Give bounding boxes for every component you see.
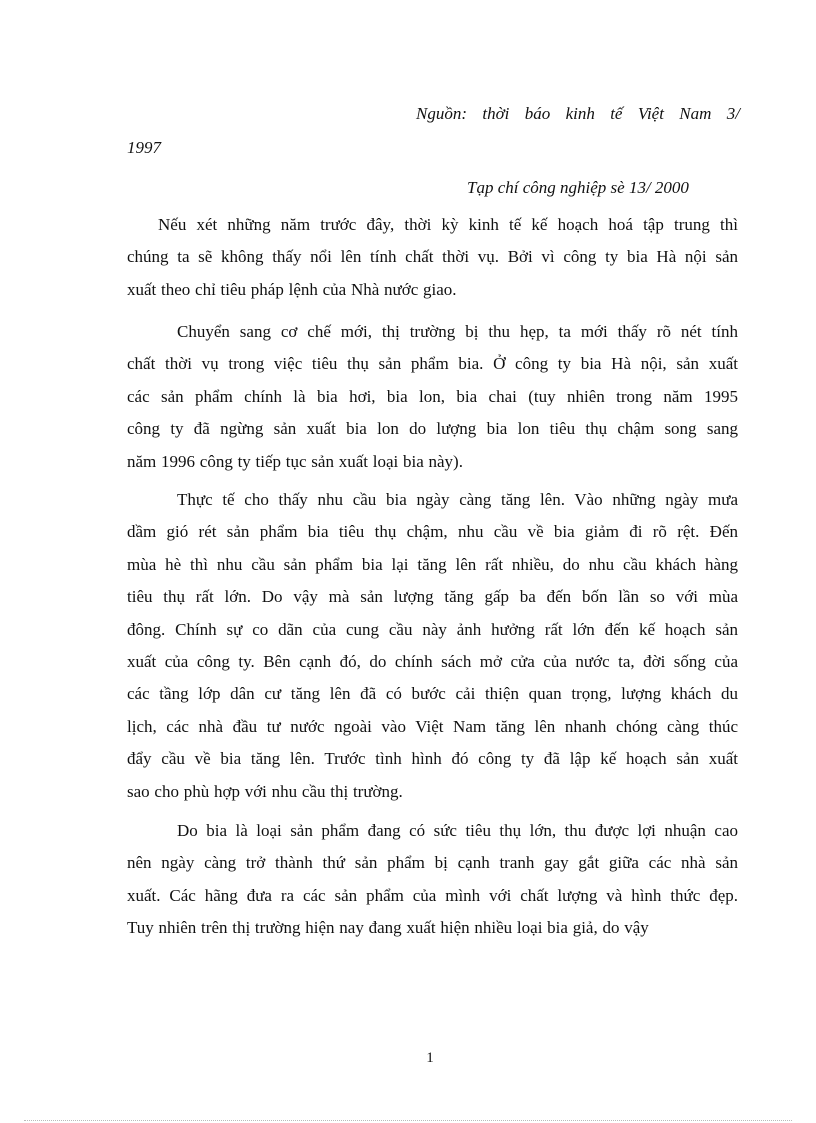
paragraph-3 xyxy=(127,484,738,808)
source-line-2: 1997 xyxy=(127,138,161,157)
paragraph-line: lịch, các nhà đầu tư nước ngoài vào Việt Nam tăng lên nhanh chóng càng thúc xyxy=(127,716,738,736)
paragraph-line: Chuyển sang cơ chế mới, thị trường bị thu hẹp, ta mới thấy rõ nét tính xyxy=(177,322,738,341)
paragraph-line: đông. Chính sự co dãn của cung cầu này ảnh hưởng rất lớn đến kế hoạch sản xyxy=(127,619,738,639)
paragraph-line: đẩy cầu về bia tăng lên. Trước tình hình đó công ty đã lập kế hoạch sản xuất xyxy=(127,749,738,769)
paragraph-line: các sản phẩm chính là bia hơi, bia lon, bia chai (tuy nhiên trong năm 1995 xyxy=(127,386,738,406)
paragraph-4 xyxy=(127,815,738,945)
paragraph-line: tiêu thụ rất lớn. Do vậy mà sản lượng tăng gấp ba đến bốn lần so với mùa xyxy=(127,587,738,607)
paragraph-line: công ty đã ngừng sản xuất bia lon do lượng bia lon tiêu thụ chậm song sang xyxy=(127,419,738,439)
paragraph-line: nên ngày càng trở thành thứ sản phẩm bị cạnh tranh gay gắt giữa các nhà sản xyxy=(127,853,738,873)
paragraph-line: xuất của công ty. Bên cạnh đó, do chính sách mở cửa của nước ta, đời sống của xyxy=(127,652,738,672)
paragraph-line: Thực tế cho thấy nhu cầu bia ngày càng tăng lên. Vào những ngày mưa xyxy=(177,490,738,509)
source-line-1: Nguồn: thời báo kinh tế Việt Nam 3/ xyxy=(416,104,740,123)
paragraph-line: Tuy nhiên trên thị trường hiện nay đang xuất hiện nhiều loại bia giả, do vậy xyxy=(127,918,649,938)
paragraph-line: Do bia là loại sản phẩm đang có sức tiêu thụ lớn, thu được lợi nhuận cao xyxy=(177,821,738,840)
source-line-3: Tạp chí công nghiệp sè 13/ 2000 xyxy=(467,178,689,197)
paragraph-line: xuất theo chỉ tiêu pháp lệnh của Nhà nước giao. xyxy=(127,279,457,299)
paragraph-2 xyxy=(127,316,738,478)
paragraph-line: mùa hè thì nhu cầu sản phẩm bia lại tăng lên rất nhiều, do nhu cầu khách hàng xyxy=(127,554,738,574)
paragraph-line: các tầng lớp dân cư tăng lên đã có bước cải thiện quan trọng, lượng khách du xyxy=(127,684,738,704)
paragraph-line: Nếu xét những năm trước đây, thời kỳ kinh tế kế hoạch hoá tập trung thì xyxy=(158,215,738,234)
page-number: 1 xyxy=(426,1050,434,1066)
paragraph-line: năm 1996 công ty tiếp tục sản xuất loại bia này). xyxy=(127,451,463,471)
paragraph-line: chất thời vụ trong việc tiêu thụ sản phẩm bia. Ở công ty bia Hà nội, sản xuất xyxy=(127,354,738,374)
paragraph-line: dầm gió rét sản phẩm bia tiêu thụ chậm, nhu cầu về bia giảm đi rõ rệt. Đến xyxy=(127,522,738,542)
paragraph-line: xuất. Các hãng đưa ra các sản phẩm của mình với chất lượng và hình thức đẹp. xyxy=(127,885,738,905)
footer-divider xyxy=(24,1120,792,1121)
paragraph-line: chúng ta sẽ không thấy nổi lên tính chất thời vụ. Bởi vì công ty bia Hà nội sản xyxy=(127,247,738,267)
paragraph-line: sao cho phù hợp với nhu cầu thị trường. xyxy=(127,781,403,801)
paragraph-1 xyxy=(127,209,738,306)
